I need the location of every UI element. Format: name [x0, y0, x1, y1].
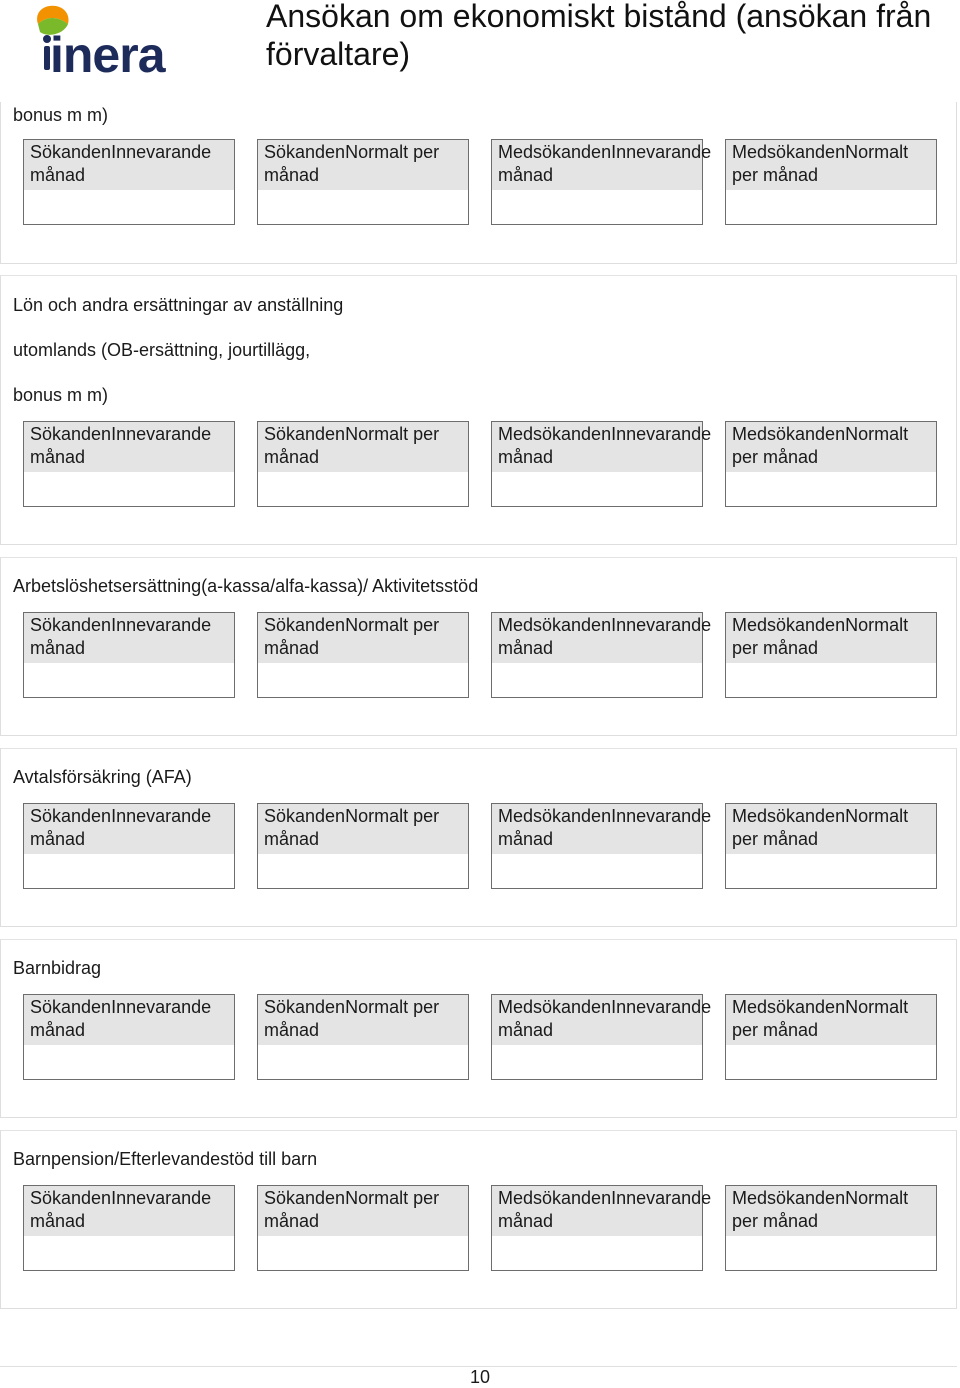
field-label: MedsökandenNormalt per månad [726, 995, 936, 1045]
applicant-current-month-field[interactable] [23, 994, 235, 1080]
coapplicant-current-month-field[interactable] [491, 421, 712, 507]
field-label: SökandenNormalt per månad [258, 804, 468, 854]
child-pension-section [0, 1130, 957, 1309]
logo-wordmark: inera [50, 27, 165, 83]
field-label: MedsökandenInnevarande månad [492, 140, 702, 190]
section-heading-line: bonus m m) [13, 385, 109, 405]
field-label: MedsökandenNormalt per månad [726, 422, 936, 472]
income-section-continued [0, 102, 957, 264]
page-number: 10 [469, 1367, 491, 1387]
field-label: SökandenInnevarande månad [24, 140, 234, 190]
coapplicant-normal-month-field[interactable] [725, 139, 937, 225]
field-label: SökandenNormalt per månad [258, 995, 468, 1045]
field-label: MedsökandenInnevarande månad [492, 804, 702, 854]
field-label: SökandenInnevarande månad [24, 613, 234, 663]
field-label: MedsökandenInnevarande månad [492, 613, 702, 663]
coapplicant-normal-month-field[interactable] [725, 803, 937, 889]
applicant-current-month-field[interactable] [23, 803, 235, 889]
applicant-normal-month-field[interactable] [257, 139, 469, 225]
applicant-current-month-field[interactable] [23, 139, 235, 225]
coapplicant-normal-month-field[interactable] [725, 1185, 937, 1271]
field-label: MedsökandenNormalt per månad [726, 613, 936, 663]
field-label: SökandenInnevarande månad [24, 804, 234, 854]
field-label: MedsökandenNormalt per månad [726, 1186, 936, 1236]
section-heading-line: bonus m m) [13, 105, 109, 125]
section-heading-line: Barnpension/Efterlevandestöd till barn [13, 1149, 318, 1169]
inera-logo [28, 2, 165, 83]
field-label: SökandenNormalt per månad [258, 613, 468, 663]
field-label: SökandenInnevarande månad [24, 1186, 234, 1236]
field-label: MedsökandenNormalt per månad [726, 140, 936, 190]
field-label: SökandenNormalt per månad [258, 1186, 468, 1236]
field-label: MedsökandenInnevarande månad [492, 995, 702, 1045]
applicant-normal-month-field[interactable] [257, 994, 469, 1080]
coapplicant-normal-month-field[interactable] [725, 994, 937, 1080]
applicant-normal-month-field[interactable] [257, 612, 469, 698]
field-label: SökandenNormalt per månad [258, 140, 468, 190]
field-label: MedsökandenInnevarande månad [492, 422, 702, 472]
applicant-current-month-field[interactable] [23, 1185, 235, 1271]
coapplicant-current-month-field[interactable] [491, 612, 712, 698]
afa-insurance-section [0, 748, 957, 927]
section-heading-line: Barnbidrag [13, 958, 102, 978]
unemployment-section [0, 557, 957, 736]
section-heading-line: Arbetslöshetsersättning(a-kassa/alfa-kassa)/ Aktivitetsstöd [13, 576, 479, 596]
salary-abroad-section [0, 275, 957, 545]
document-title: Ansökan om ekonomiskt bistånd (ansökan från förvaltare) [266, 0, 932, 72]
coapplicant-normal-month-field[interactable] [725, 421, 937, 507]
section-heading-line: Avtalsförsäkring (AFA) [13, 767, 192, 787]
applicant-normal-month-field[interactable] [257, 1185, 469, 1271]
applicant-normal-month-field[interactable] [257, 803, 469, 889]
applicant-current-month-field[interactable] [23, 612, 235, 698]
applicant-normal-month-field[interactable] [257, 421, 469, 507]
field-label: SökandenNormalt per månad [258, 422, 468, 472]
applicant-current-month-field[interactable] [23, 421, 235, 507]
child-allowance-section [0, 939, 957, 1118]
field-label: MedsökandenNormalt per månad [726, 804, 936, 854]
coapplicant-current-month-field[interactable] [491, 803, 712, 889]
section-heading-line: utomlands (OB-ersättning, jourtillägg, [13, 340, 311, 360]
coapplicant-current-month-field[interactable] [491, 994, 712, 1080]
coapplicant-current-month-field[interactable] [491, 139, 712, 225]
coapplicant-current-month-field[interactable] [491, 1185, 712, 1271]
field-label: SökandenInnevarande månad [24, 995, 234, 1045]
coapplicant-normal-month-field[interactable] [725, 612, 937, 698]
field-label: SökandenInnevarande månad [24, 422, 234, 472]
field-label: MedsökandenInnevarande månad [492, 1186, 702, 1236]
section-heading-line: Lön och andra ersättningar av anställning [13, 295, 344, 315]
